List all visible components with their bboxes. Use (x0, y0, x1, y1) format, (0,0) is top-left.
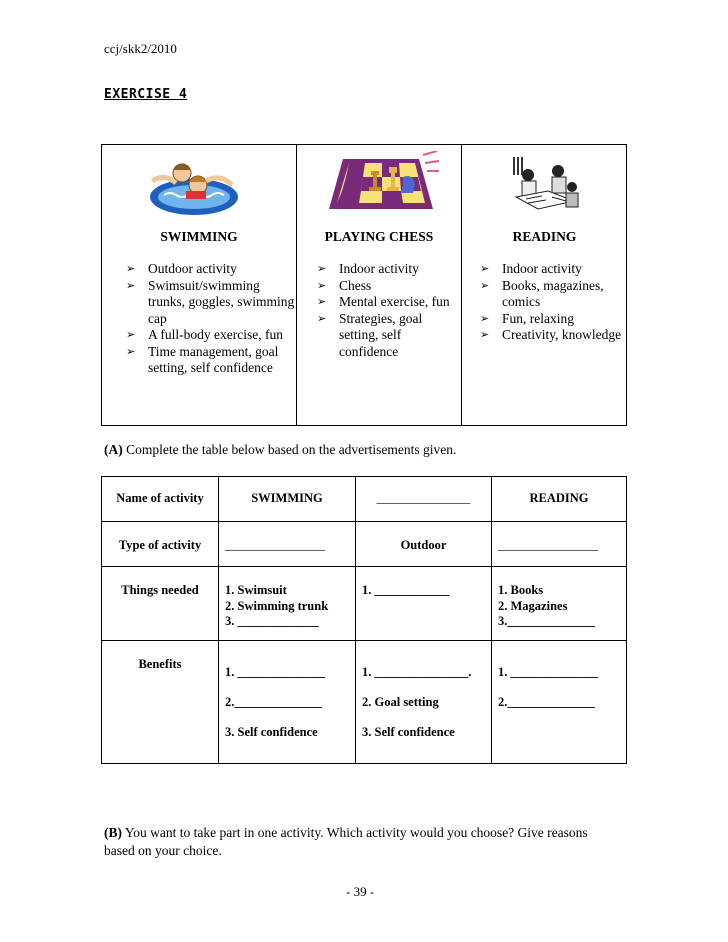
chess-column (297, 145, 461, 425)
reading-image (508, 151, 584, 215)
reading-column (462, 145, 627, 425)
activity-title: READING (512, 229, 577, 244)
table-column-divider (491, 477, 492, 763)
activity-bullets (317, 261, 457, 360)
blank-field[interactable]: _______________ (376, 491, 471, 505)
chess-image (323, 151, 441, 215)
table-column-divider (218, 477, 219, 763)
benefits-blank (362, 657, 471, 747)
bullet-item: ➢ Indoor activity (317, 261, 457, 278)
blank-field[interactable]: ________________ (225, 538, 325, 552)
row-header: Name of activity (116, 491, 204, 505)
activity-bullets (480, 261, 624, 344)
list-item: 2. Magazines (498, 598, 568, 613)
activity-title: PLAYING CHESS (324, 229, 434, 244)
table-cell: SWIMMING (251, 491, 323, 505)
completion-table (101, 476, 627, 764)
table-column-divider (355, 477, 356, 763)
document-code: ccj/skk2/2010 (104, 41, 177, 56)
swimming-column (102, 145, 296, 425)
bullet-item: ➢ Swimsuit/swimming trunks, goggles, swimming cap (126, 278, 298, 328)
list-item[interactable]: 3.______________ (498, 614, 595, 628)
activity-title: SWIMMING (160, 229, 238, 244)
blank-field[interactable]: ________________ (498, 538, 598, 552)
bullet-item: ➢ Mental exercise, fun (317, 294, 457, 311)
bullet-item: ➢ Indoor activity (480, 261, 624, 278)
list-item[interactable]: 1. _______________. (362, 665, 472, 679)
list-item[interactable]: 1. ______________ (225, 665, 325, 679)
part-a-instruction (104, 442, 456, 458)
list-item: 3. Self confidence (362, 725, 455, 739)
table-row-divider (102, 640, 626, 641)
activities-box (101, 144, 627, 426)
bullet-item: ➢ Outdoor activity (126, 261, 298, 278)
page-number: - 39 - (346, 884, 375, 899)
activity-bullets (126, 261, 298, 377)
list-item[interactable]: 1. ____________ (362, 583, 450, 597)
part-b-question (104, 824, 604, 860)
bullet-item: ➢ Fun, relaxing (480, 311, 624, 328)
bullet-item: ➢ Time management, goal setting, self confidence (126, 344, 298, 377)
row-header: Type of activity (118, 538, 202, 552)
part-a-label: (A) (104, 442, 123, 457)
row-header: Things needed (121, 583, 199, 597)
benefits-reading (498, 657, 598, 717)
things-needed-reading (498, 583, 595, 630)
part-b-text: You want to take part in one activity. Which activity would you choose? Give reasons based on your choice. (104, 825, 588, 858)
table-cell: Outdoor (400, 538, 447, 552)
list-item[interactable]: 2.______________ (498, 695, 595, 709)
swimming-image (142, 151, 242, 223)
table-row-divider (102, 521, 626, 522)
bullet-item: ➢ Books, magazines, comics (480, 278, 624, 311)
benefits-swimming (225, 657, 325, 747)
list-item[interactable]: 2.______________ (225, 695, 322, 709)
list-item[interactable]: 3. _____________ (225, 614, 319, 628)
list-item: 1. Swimsuit (225, 583, 287, 597)
bullet-item: ➢ Creativity, knowledge (480, 327, 624, 344)
things-needed-swimming (225, 583, 328, 630)
list-item: 2. Goal setting (362, 695, 439, 709)
row-header: Benefits (138, 657, 182, 671)
bullet-item: ➢ Strategies, goal setting, self confidence (317, 311, 457, 361)
list-item: 3. Self confidence (225, 725, 318, 739)
list-item: 2. Swimming trunk (225, 598, 329, 613)
bullet-item: ➢ Chess (317, 278, 457, 295)
part-a-text: Complete the table below based on the advertisements given. (126, 442, 457, 457)
list-item: 1. Books (498, 583, 544, 597)
table-cell: READING (529, 491, 589, 505)
exercise-title: EXERCISE 4 (104, 87, 188, 102)
table-row-divider (102, 566, 626, 567)
list-item[interactable]: 1. ______________ (498, 665, 598, 679)
things-needed-blank (362, 583, 450, 599)
part-b-label: (B) (104, 825, 122, 840)
bullet-item: ➢ A full-body exercise, fun (126, 327, 298, 344)
